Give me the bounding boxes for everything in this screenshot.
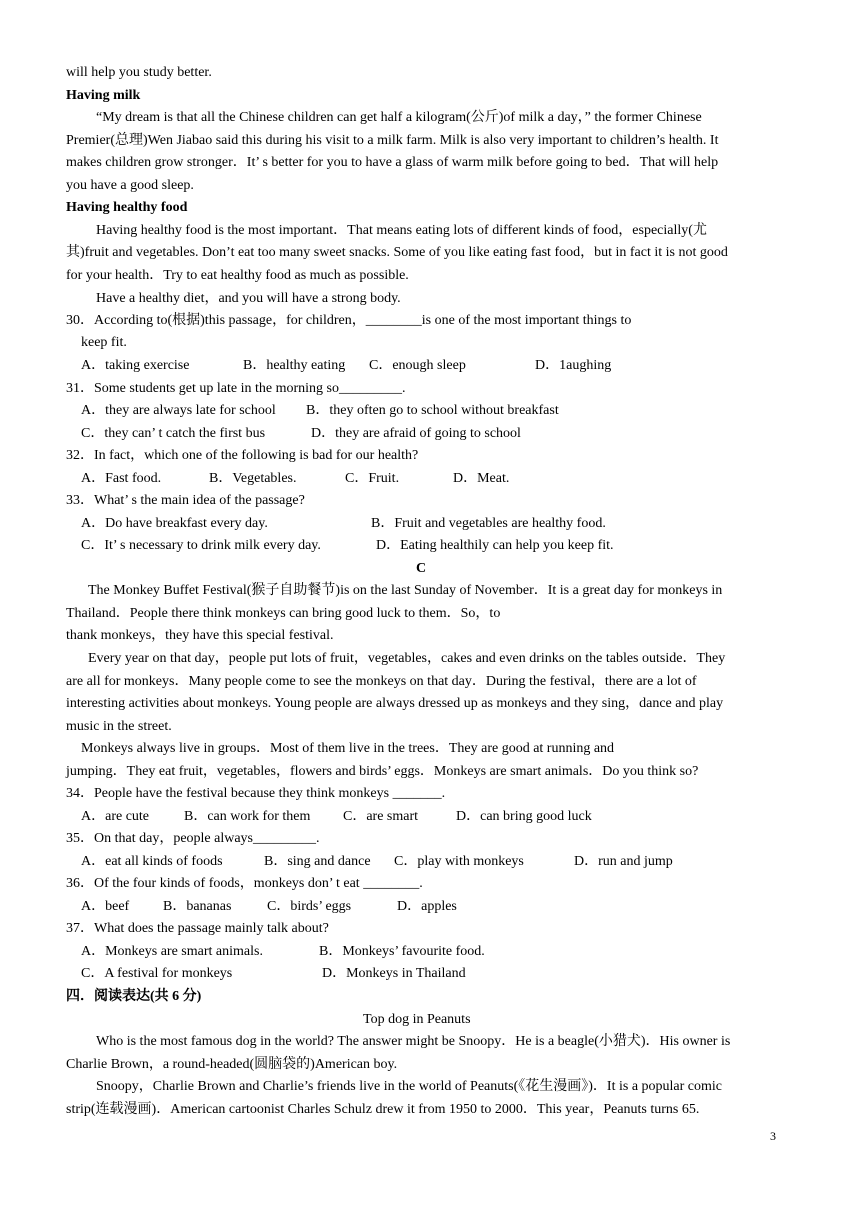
option-31-a: A．they are always late for school — [81, 403, 276, 418]
question-37-stem: 37．What does the passage mainly talk about? — [66, 921, 329, 936]
text-line: Who is the most famous dog in the world? The answer might be Snoopy．He is a beagle(小猎犬)．His owner is — [96, 1034, 731, 1049]
page-number: 3 — [770, 1129, 776, 1143]
option-37-a: A．Monkeys are smart animals. — [81, 944, 263, 959]
text-line: “My dream is that all the Chinese children can get half a kilogram(公斤)of milk a day，” the former Chinese — [96, 110, 702, 125]
option-35-a: A．eat all kinds of foods — [81, 854, 223, 869]
option-30-c: C．enough sleep — [369, 358, 466, 373]
text-line: you have a good sleep. — [66, 178, 194, 193]
option-32-c: C．Fruit. — [345, 471, 400, 486]
option-32-b: B．Vegetables. — [209, 471, 297, 486]
text-line: Thailand．People there think monkeys can bring good luck to them．So，to — [66, 606, 501, 621]
option-30-d: D．1aughing — [535, 358, 612, 373]
question-33-stem: 33．What’ s the main idea of the passage? — [66, 493, 305, 508]
question-30-stem: 30．According to(根据)this passage，for children，________is one of the most important things to — [66, 313, 632, 328]
option-36-b: B．bananas — [163, 899, 232, 914]
text-line: for your health．Try to eat healthy food as much as possible. — [66, 268, 409, 283]
option-36-a: A．beef — [81, 899, 130, 914]
option-31-d: D．they are afraid of going to school — [311, 426, 521, 441]
option-35-d: D．run and jump — [574, 854, 673, 869]
section-4-heading: 四．阅读表达(共 6 分) — [66, 989, 202, 1004]
option-33-d: D．Eating healthily can help you keep fit. — [376, 538, 614, 553]
text-line: The Monkey Buffet Festival(猴子自助餐节)is on the last Sunday of November．It is a great day for monkeys in — [88, 583, 723, 598]
option-31-b: B．they often go to school without breakfast — [306, 403, 559, 418]
text-line: Monkeys always live in groups．Most of them live in the trees．They are good at running and — [81, 741, 615, 756]
text-line: strip(连载漫画)．American cartoonist Charles Schulz drew it from 1950 to 2000．This year，Peanuts turns 65. — [66, 1102, 700, 1117]
text-line: Charlie Brown，a round-headed(圆脑袋的)American boy. — [66, 1057, 398, 1072]
text-line: Premier(总理)Wen Jiabao said this during his visit to a milk farm. Milk is also very important to children’s health. It — [66, 133, 719, 148]
option-37-b: B．Monkeys’ favourite food. — [319, 944, 485, 959]
text-line: are all for monkeys．Many people come to see the monkeys on that day．During the festival，there are a lot of — [66, 674, 697, 689]
text-line: makes children grow stronger．It’ s better for you to have a glass of warm milk before going to bed．That will help — [66, 155, 719, 170]
section-c-heading: C — [416, 561, 427, 576]
option-34-d: D．can bring good luck — [456, 809, 592, 824]
heading-having-milk: Having milk — [66, 88, 141, 103]
option-36-d: D．apples — [397, 899, 457, 914]
heading-having-healthy-food: Having healthy food — [66, 200, 188, 215]
option-36-c: C．birds’ eggs — [267, 899, 352, 914]
option-33-b: B．Fruit and vegetables are healthy food. — [371, 516, 606, 531]
text-line: will help you study better. — [66, 65, 212, 80]
option-37-c: C．A festival for monkeys — [81, 966, 233, 981]
text-line: 其)fruit and vegetables. Don’t eat too many sweet snacks. Some of you like eating fast food，but in fact it is not good — [66, 245, 728, 260]
option-34-a: A．are cute — [81, 809, 150, 824]
text-line: thank monkeys，they have this special festival. — [66, 628, 334, 643]
question-32-stem: 32．In fact，which one of the following is bad for our health? — [66, 448, 419, 463]
option-30-b: B．healthy eating — [243, 358, 346, 373]
option-34-b: B．can work for them — [184, 809, 311, 824]
option-35-c: C．play with monkeys — [394, 854, 524, 869]
text-line: music in the street. — [66, 719, 172, 734]
option-31-c: C．they can’ t catch the first bus — [81, 426, 266, 441]
text-line: Having healthy food is the most important．That means eating lots of different kinds of food，especially(尤 — [96, 223, 707, 238]
question-30-stem-cont: keep fit. — [81, 335, 127, 350]
option-32-a: A．Fast food. — [81, 471, 162, 486]
passage-title: Top dog in Peanuts — [363, 1012, 471, 1027]
text-line: jumping．They eat fruit，vegetables，flowers and birds’ eggs．Monkeys are smart animals．Do you think so? — [66, 764, 699, 779]
option-34-c: C．are smart — [343, 809, 419, 824]
question-34-stem: 34．People have the festival because they think monkeys _______. — [66, 786, 446, 801]
question-31-stem: 31．Some students get up late in the morning so_________. — [66, 381, 406, 396]
text-line: Snoopy，Charlie Brown and Charlie’s friends live in the world of Peanuts(《花生漫画》)．It is a popular comic — [96, 1079, 723, 1094]
option-35-b: B．sing and dance — [264, 854, 371, 869]
option-33-a: A．Do have breakfast every day. — [81, 516, 268, 531]
option-32-d: D．Meat. — [453, 471, 510, 486]
option-37-d: D．Monkeys in Thailand — [322, 966, 466, 981]
text-line: Every year on that day，people put lots of fruit，vegetables，cakes and even drinks on the tables outside．They — [88, 651, 726, 666]
question-36-stem: 36．Of the four kinds of foods，monkeys don’ t eat ________. — [66, 876, 423, 891]
option-33-c: C．It’ s necessary to drink milk every day. — [81, 538, 321, 553]
text-line: interesting activities about monkeys. Young people are always dressed up as monkeys and they sing，dance and play — [66, 696, 724, 711]
option-30-a: A．taking exercise — [81, 358, 190, 373]
question-35-stem: 35．On that day，people always_________. — [66, 831, 320, 846]
text-line: Have a healthy diet，and you will have a strong body. — [96, 291, 401, 306]
